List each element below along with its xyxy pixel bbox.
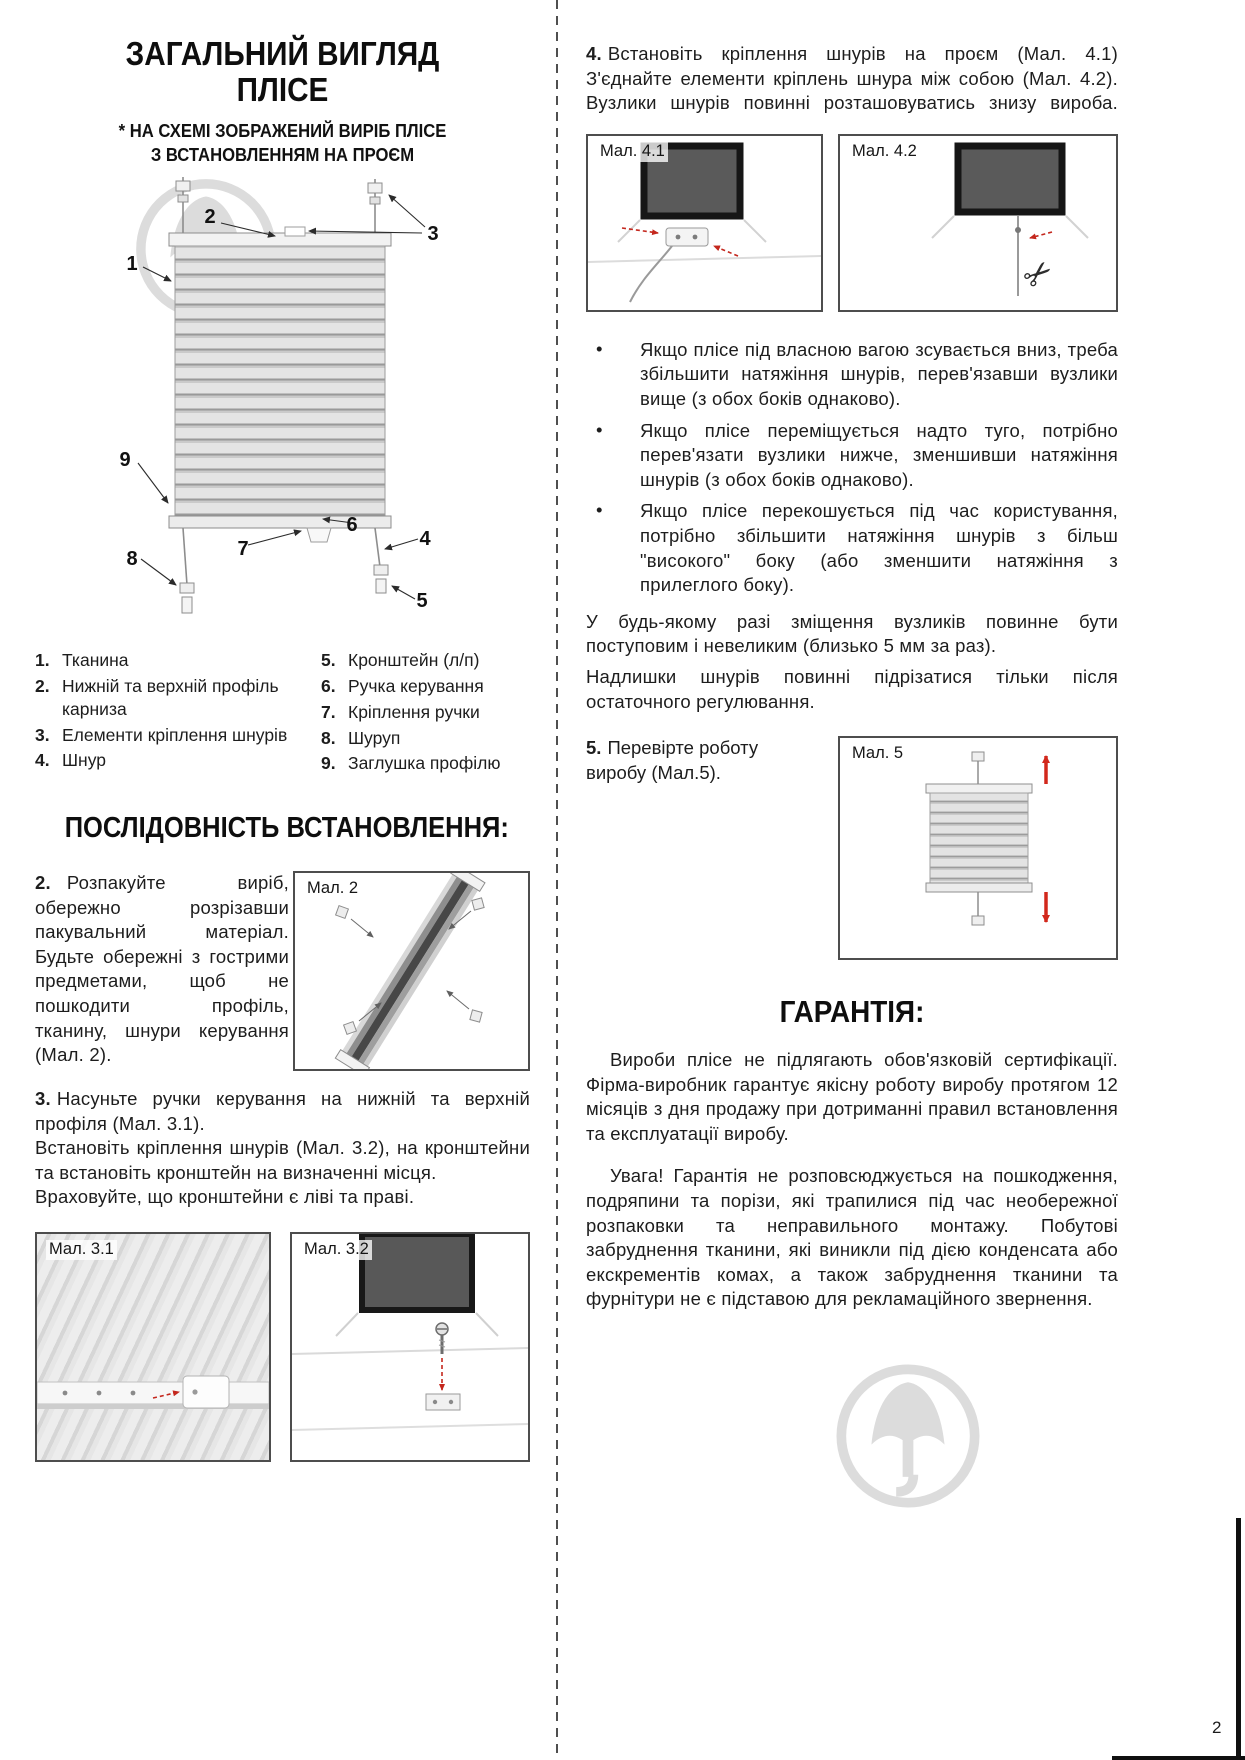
figure-4-1 <box>586 134 823 312</box>
legend-item-1 <box>35 649 313 672</box>
step-3-block <box>35 1087 530 1210</box>
diagram-callout-8: 8 <box>126 548 138 571</box>
legend-text: Кріплення ручки <box>348 701 480 722</box>
step-5-number: 5. <box>586 737 602 759</box>
legend-text: Шнур <box>62 750 106 771</box>
adjustment-bullet-list <box>586 338 1118 598</box>
page-subtitle-line1: * НА СХЕМІ ЗОБРАЖЕНИЙ ВИРІБ ПЛІСЕ <box>118 120 447 142</box>
page-title <box>35 36 530 107</box>
list-item <box>586 499 1118 597</box>
figure-2-label: Мал. 2 <box>304 879 361 899</box>
legend-item-6 <box>321 675 530 698</box>
legend <box>35 649 530 778</box>
brand-watermark <box>822 1350 994 1522</box>
legend-text: Ручка керування <box>348 676 484 697</box>
legend-text: Тканина <box>62 650 129 671</box>
diagram-callout-2: 2 <box>204 206 216 229</box>
bullet-text-2: Якщо плісе переміщується надто туго, потрібно перев'язати вузлики нижче, зменшивши натяжіння шнурів (з обох боків однаково). <box>640 419 1118 490</box>
sequence-heading <box>35 812 530 845</box>
legend-number: 6. <box>321 676 336 697</box>
diagram-callout-5: 5 <box>416 590 428 613</box>
scissors-icon: ✂ <box>1015 250 1062 298</box>
step-3-text-1 <box>35 1087 530 1136</box>
step-5-row <box>586 736 1118 960</box>
cord-trimming-illustration <box>840 136 1117 310</box>
step-4-number: 4. <box>586 43 602 64</box>
diagram-callout-4: 4 <box>419 528 431 551</box>
legend-number: 3. <box>35 724 50 745</box>
page-corner-bar <box>1112 1756 1245 1760</box>
diagram-callout-9: 9 <box>119 449 131 472</box>
diagram-callout-6: 6 <box>346 514 358 537</box>
legend-item-4 <box>35 749 313 772</box>
legend-item-5 <box>321 649 530 672</box>
figure-3-1 <box>35 1232 271 1462</box>
step-3-text-3: Враховуйте, що кронштейни є ліві та праві. <box>35 1186 415 1208</box>
legend-text: Елементи кріплення шнурів <box>62 724 288 745</box>
warranty-heading-text: ГАРАНТІЯ: <box>779 994 925 1030</box>
left-column <box>35 0 530 1462</box>
note-text-1: У будь-якому разі зміщення вузликів повинне бути поступовим і невеликим (близько 5 мм за раз). <box>586 610 1118 657</box>
bullet-text-1: Якщо плісе під власною вагою зсувається вниз, треба збільшити натяжіння шнурів, перев'язавши вузлики вище (з обох боків однаково). <box>640 338 1118 409</box>
warranty-heading <box>586 994 1118 1030</box>
list-item <box>586 419 1118 493</box>
legend-item-9 <box>321 752 530 775</box>
legend-number: 8. <box>321 727 336 748</box>
page-title-line1: ЗАГАЛЬНИЙ ВИГЛЯД <box>125 35 440 72</box>
page-subtitle-line2: З ВСТАНОВЛЕННЯМ НА ПРОЄМ <box>150 144 415 166</box>
legend-number: 7. <box>321 701 336 722</box>
cord-fixing-screw-illustration <box>292 1234 528 1460</box>
right-column <box>586 0 1118 1312</box>
figure-3-2 <box>290 1232 530 1462</box>
diagram-callout-3: 3 <box>427 223 439 246</box>
step-5-text <box>586 736 818 960</box>
cord-bracket-illustration <box>588 136 821 310</box>
legend-text: Шуруп <box>348 727 401 748</box>
legend-item-7 <box>321 701 530 724</box>
step-4-body: Встановіть кріплення шнурів на проєм (Мал. 4.1) З'єднайте елементи кріплень шнура між собою (Мал. 4.2). Вузлики шнурів повинні розташовуватись знизу вироба. <box>586 43 1118 114</box>
legend-number: 5. <box>321 650 336 671</box>
figures-4-row <box>586 134 1118 312</box>
page-subtitle <box>35 119 530 167</box>
warranty-paragraph-1: Вироби плісе не підлягають обов'язковій сертифікації. Фірма-виробник гарантує якісну роботу виробу протягом 12 місяців з дня продажу при дотриманні правил встановлення та експлуатації виробу. <box>586 1049 1118 1144</box>
pleated-blind-illustration <box>35 173 530 635</box>
diagram-callout-1: 1 <box>126 253 138 276</box>
step-3-number: 3. <box>35 1088 51 1110</box>
legend-item-2 <box>35 675 313 721</box>
legend-number: 2. <box>35 676 50 697</box>
step-5-body: Перевірте роботу виробу (Мал.5). <box>586 737 759 784</box>
step-3-text-2: Встановіть кріплення шнурів (Мал. 3.2), на кронштейни та встановіть кронштейн на визначенні місця. <box>35 1137 530 1183</box>
bullet-icon: • <box>596 499 603 521</box>
step-3-body-1: Насуньте ручки керування на нижній та верхній профіля (Мал. 3.1). <box>35 1088 530 1134</box>
sequence-heading-text: ПОСЛІДОВНІСТЬ ВСТАНОВЛЕННЯ: <box>64 812 509 845</box>
warranty-paragraph-2: Увага! Гарантія не розповсюджується на пошкодження, подряпини та порізи, які трапилися під час необережної розпаковки та неправильного монтажу. Побутові забруднення тканини, які виникли під дією конденсата або екскрементів комах, а також забруднення тканини та фурнітури не є підставою для рекламаційного звернення. <box>586 1165 1118 1310</box>
figure-5 <box>838 736 1118 960</box>
legend-text: Нижній та верхній профіль карниза <box>62 676 279 719</box>
packed-blind-illustration <box>295 873 528 1069</box>
column-divider <box>556 0 558 1760</box>
figure-3-2-label: Мал. 3.2 <box>301 1240 372 1260</box>
brand-watermark-icon <box>822 1350 994 1522</box>
note-text-2: Надлишки шнурів повинні підрізатися тільки після остаточного регулювання. <box>586 665 1118 712</box>
step-2-row <box>35 871 530 1071</box>
legend-item-8 <box>321 727 530 750</box>
legend-text: Заглушка профілю <box>348 753 501 774</box>
step-4-text <box>586 42 1118 116</box>
figure-4-2 <box>838 134 1118 312</box>
handle-mount-illustration <box>37 1234 269 1460</box>
figure-4-2-label: Мал. 4.2 <box>849 142 920 162</box>
legend-number: 4. <box>35 750 50 771</box>
figures-3-row <box>35 1232 530 1462</box>
overview-diagram <box>35 173 530 635</box>
diagram-callout-7: 7 <box>237 538 249 561</box>
step-2-number: 2. <box>35 872 51 894</box>
blind-operation-illustration <box>840 738 1118 960</box>
figure-2 <box>293 871 530 1071</box>
page-edge-bar <box>1236 1518 1241 1760</box>
legend-number: 1. <box>35 650 50 671</box>
step-2-body: Розпакуйте виріб, обережно розрізавши пакувальний матеріал. Будьте обережні з гострими предметами, щоб не пошкодити профіль, тканину, шнури керування (Мал. 2). <box>35 872 289 1066</box>
figure-5-label: Мал. 5 <box>849 744 906 764</box>
legend-column-1 <box>35 649 313 778</box>
legend-text: Кронштейн (л/п) <box>348 650 480 671</box>
legend-number: 9. <box>321 753 336 774</box>
figure-4-1-label: Мал. 4.1 <box>597 142 668 162</box>
bullet-icon: • <box>596 337 603 359</box>
legend-item-3 <box>35 724 313 747</box>
bullet-icon: • <box>596 418 603 440</box>
bullet-text-3: Якщо плісе перекошується під час користування, потрібно збільшити натяжіння шнурів з більш "високого" боку (або зменшити натяжіння з прилеглого боку). <box>640 500 1118 596</box>
legend-column-2 <box>313 649 530 778</box>
step-2-text <box>35 871 289 1071</box>
page-number: 2 <box>1212 1718 1222 1737</box>
figure-3-1-label: Мал. 3.1 <box>46 1240 117 1260</box>
page-title-line2: ПЛІСЕ <box>236 70 329 108</box>
list-item <box>586 338 1118 412</box>
